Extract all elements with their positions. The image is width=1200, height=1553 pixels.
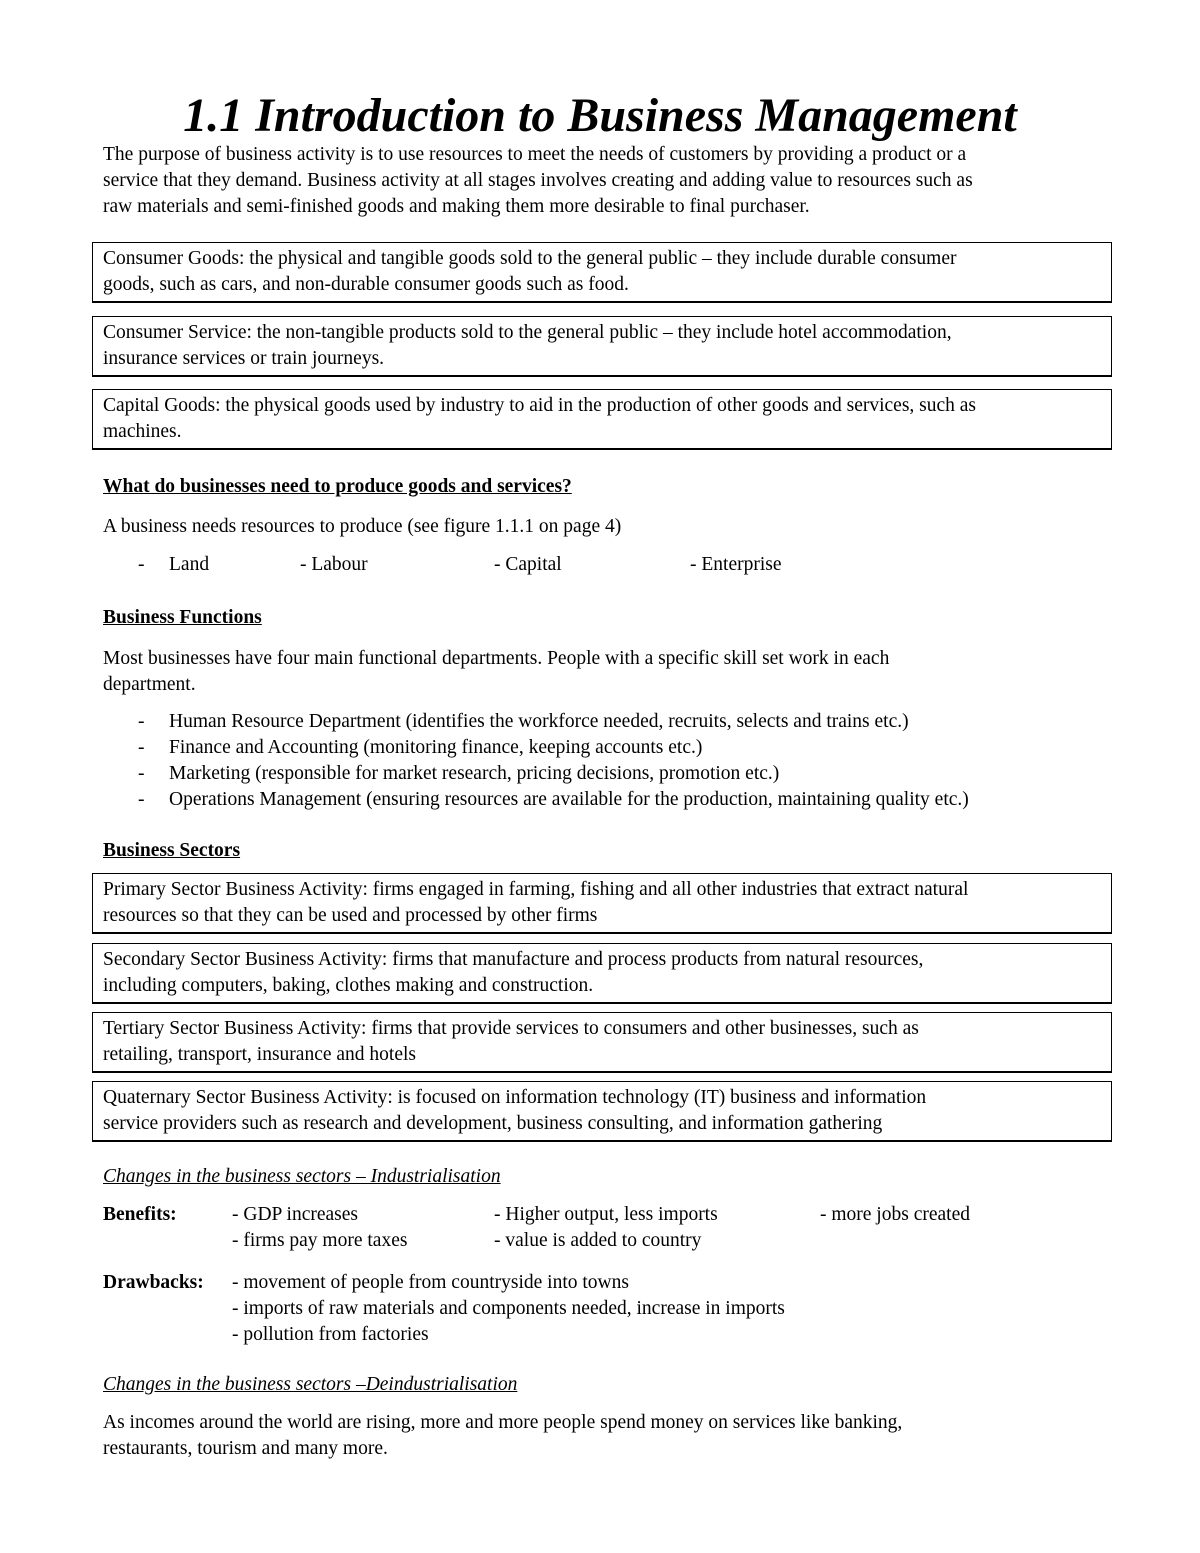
intro-line: The purpose of business activity is to use resources to meet the needs of customers by providing a product or a [103,144,967,165]
list-dash: - [138,711,145,732]
sectors-heading: Business Sectors [103,840,241,861]
functions-text-line: Most businesses have four main functional departments. People with a specific skill set work in each [103,648,890,669]
sector-line: Secondary Sector Business Activity: firms that manufacture and process products from natural resources, [103,949,924,970]
list-item-text: Human Resource Department (identifies the workforce needed, recruits, selects and trains etc.) [169,711,909,732]
list-dash: - [138,789,145,810]
definition-box-capital-goods [92,389,1112,450]
list-item [138,709,969,735]
benefit-item: - value is added to country [494,1230,702,1251]
functions-heading: Business Functions [103,607,262,628]
resource-item-capital: - Capital [494,554,562,575]
drawback-item: - movement of people from countryside into towns [232,1272,629,1293]
sector-line: resources so that they can be used and processed by other firms [103,905,598,926]
sector-box-tertiary [92,1012,1112,1073]
definition-box-consumer-goods [92,242,1112,303]
definition-line: insurance services or train journeys. [103,348,385,369]
deindustrialisation-line: restaurants, tourism and many more. [103,1438,388,1459]
list-dash: - [138,554,145,575]
industrialisation-heading: Changes in the business sectors – Industrialisation [103,1166,501,1187]
definition-line: machines. [103,421,182,442]
sector-line: including computers, baking, clothes making and construction. [103,975,594,996]
drawback-item: - imports of raw materials and components needed, increase in imports [232,1298,785,1319]
sector-line: Primary Sector Business Activity: firms engaged in farming, fishing and all other industries that extract natural [103,879,969,900]
list-dash: - [138,763,145,784]
benefit-item: - GDP increases [232,1204,358,1225]
sector-line: Quaternary Sector Business Activity: is focused on information technology (IT) business and information [103,1087,927,1108]
benefit-item: - more jobs created [820,1204,970,1225]
sector-line: service providers such as research and development, business consulting, and information gathering [103,1113,883,1134]
deindustrialisation-line: As incomes around the world are rising, more and more people spend money on services like banking, [103,1412,903,1433]
list-dash: - [138,737,145,758]
list-item [138,787,969,813]
functions-text [103,646,1103,698]
functions-text-line: department. [103,674,196,695]
deindustrialisation-text [103,1410,1103,1462]
drawbacks-label: Drawbacks: [103,1272,204,1293]
sector-box-quaternary [92,1081,1112,1142]
definition-line: Capital Goods: the physical goods used by industry to aid in the production of other goods and services, such as [103,395,977,416]
definition-line: Consumer Service: the non-tangible products sold to the general public – they include hotel accommodation, [103,322,952,343]
sector-line: retailing, transport, insurance and hotels [103,1044,416,1065]
list-item-text: Marketing (responsible for market research, pricing decisions, promotion etc.) [169,763,780,784]
definition-box-consumer-service [92,316,1112,377]
list-item [138,735,969,761]
intro-line: service that they demand. Business activity at all stages involves creating and adding value to resources such as [103,170,973,191]
sector-box-secondary [92,943,1112,1004]
benefit-item: - firms pay more taxes [232,1230,408,1251]
resource-item-land: Land [169,554,210,575]
list-item [138,761,969,787]
list-item-text: Operations Management (ensuring resources are available for the production, maintaining quality etc.) [169,789,969,810]
list-item-text: Finance and Accounting (monitoring finance, keeping accounts etc.) [169,737,703,758]
functions-list [138,709,969,813]
sector-line: Tertiary Sector Business Activity: firms that provide services to consumers and other businesses, such as [103,1018,919,1039]
drawback-item: - pollution from factories [232,1324,429,1345]
intro-paragraph [103,142,1103,220]
resource-item-labour: - Labour [300,554,368,575]
intro-line: raw materials and semi-finished goods and making them more desirable to final purchaser. [103,196,810,217]
definition-line: goods, such as cars, and non-durable consumer goods such as food. [103,274,629,295]
benefit-item: - Higher output, less imports [494,1204,718,1225]
resources-text: A business needs resources to produce (see figure 1.1.1 on page 4) [103,516,622,537]
definition-line: Consumer Goods: the physical and tangible goods sold to the general public – they include durable consumer [103,248,957,269]
resources-heading: What do businesses need to produce goods and services? [103,476,572,497]
page-title: 1.1 Introduction to Business Management [183,89,1017,143]
sector-box-primary [92,873,1112,934]
resource-item-enterprise: - Enterprise [690,554,782,575]
resources-list [0,552,1200,578]
deindustrialisation-heading: Changes in the business sectors –Deindustrialisation [103,1374,518,1395]
benefits-label: Benefits: [103,1204,177,1225]
